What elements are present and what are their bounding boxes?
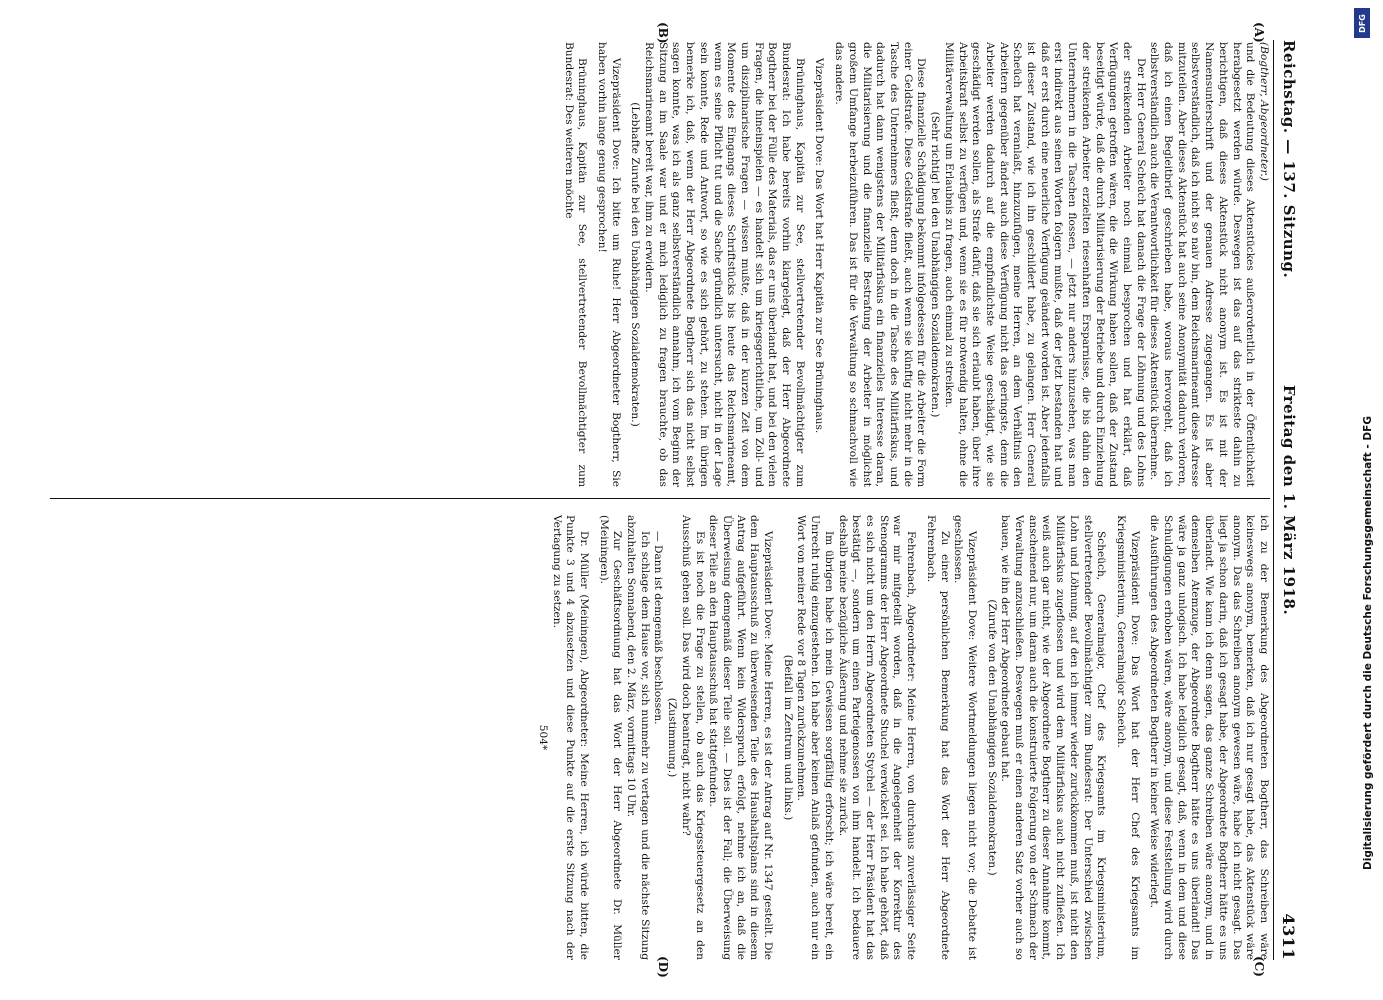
paragraph: (Lebhafte Zurufe bei den Unabhängigen Sozialdemokraten.) <box>629 102 642 427</box>
page-header <box>1273 40 1302 960</box>
paragraph: Fehrenbach, Abgeordneter: Meine Herren, von durchaus zuverlässiger Seite war mir mitgeteilt worden, daß in die Angelegenheit der Korrektur des Stenogramms der Herr Abgeordnete Stuchel verwickelt sei. Ich habe gehört, daß es sich nicht um den Herrn Abgeordneten Stychel — der Herr Präsident hat das bestätigt —, sondern um einen Parteigenossen von ihm handelt. Ich bedauere deshalb meine bezügliche Äußerung und nehme sie zurück. <box>836 515 918 960</box>
margin-marker-c: (C) <box>1252 956 1266 977</box>
newspaper-page <box>40 20 1310 980</box>
paragraph: Zur Geschäftsordnung hat das Wort der Herr Abgeordnete Dr. Müller (Meiningen). <box>597 515 624 960</box>
paragraph: Brüninghaus, Kapitän zur See, stellvertretender Bevollmächtigter zum Bundesrat: Ich habe bereits vorhin klargelegt, daß der Herr Abgeordnete Bogtherr bei der Fülle des Materials, das er uns überlandt hat, und bei den vielen Fragen, die hineinspielen — es handelt sich um kriegsgerichtliche, um Zoll- und um disziplinarische Fragen — wissen mußte, daß in der kurzen Zeit von dem Momente des Eingangs dieses Schriftstücks bis heute das Reichsmarineamt, wenn es seine Pflicht tut und die Sache gründlich untersucht, nicht in der Lage sein konnte, Rede und Antwort, so wie es sich gehört, zu stehen. Im übrigen bemerke ich, daß, wenn der Herr Abgeordnete Bogtherr sich das nicht selbst sagen konnte, was ich als ganz selbstverständlich annahm, ich vom Beginn der Sitzung an im Saale war und er mich lediglich zu fragen brauchte, ob das Reichsmarineamt bereit war, ihm zu erwidern. <box>643 42 806 487</box>
paragraph: Vizepräsident Dove: Weitere Wortmeldungen liegen nicht vor; die Debatte ist geschlossen. <box>952 515 978 960</box>
paragraph-gap <box>622 42 628 487</box>
paragraph: (Zustimmung.) <box>666 697 679 778</box>
paragraph: Der Herr General Scheüch hat danach die Frage der Löhnung und des Lohns der streikenden Arbeiter noch einmal besprochen und hat erklärt, daß Verfügungen getroffen wären, die die Wirkung haben sollen, daß der Zustand beseitigt würde, daß die durch Militarisierung der Betriebe und durch Einziehung der streikenden Arbeiter erzielten riesenhaften Ersparnisse, die bis dahin den Unternehmern in die Taschen flossen, — jetzt nur anders hinzusehen, was man erst indirekt aus seinen Worten folgern mußte, daß der jetzt bestanden hat und daß er erst durch eine neuerliche Verfügung geändert worden ist. Aber jedenfalls ist dieser Zustand, wie ich ihn geschildert habe, zu gelangen. Herr General Scheüch hat veranlaßt, hinzuzufügen, meine Herren, an dem Verhältnis den Arbeitern gegenüber ändert auch diese Verfügung nicht das geringste, denn die Arbeiter werden dadurch auf die empfindlichste Weise geschädigt, wie sie geschädigt werden sollen, als Strafe dafür, daß sie sich erlaubt haben, über ihre Arbeitskraft selbst zu verfügen und, wenn sie es für notwendig halten, ohne die Militärverwaltung um Erlaubnis zu fragen, auch einmal zu streiken. <box>942 42 1147 487</box>
paragraph: Im übrigen habe ich mein Gewissen sorgfältig erforscht; ich wäre bereit, ein Unrecht ruhig einzugestehen. Ich habe aber keinen Anlaß gefunden, auch nur ein Wort von meiner Rede vor 8 Tagen zurückzunehmen. <box>795 515 835 960</box>
header-date: Freitag den 1. März 1918. <box>1280 384 1298 616</box>
paragraph-gap <box>826 42 832 487</box>
column-divider <box>50 498 1270 499</box>
margin-marker-b: (B) <box>656 22 670 44</box>
dfg-logo: DFG <box>1354 8 1370 38</box>
margin-marker-a: (A) <box>1252 22 1266 43</box>
paragraph: Diese finanzielle Schädigung bekommt infolgedessen für die Arbeiter die Form einer Geldstrafe. Diese Geldstrafe fließt, auch wenn sie künftig nicht mehr in die Tasche des Unternehmers fließt, denn doch in die Tasche des Militärfiskus, und dadurch hat dann wenigstens der Militärfiskus ein finanzielles Interesse daran, die Militarisierung und die finanzielle Bestrafung der Arbeiter in möglichst großem Umfange herbeizuführen. Das ist für die Verwaltung so schmachvoll wie das andere. <box>833 42 928 487</box>
paragraph: und die Bedeutung dieses Aktenstückes außerordentlich in der Öffentlichkeit herabgesetzt werden würde. Deswegen ist das auf das strikteste dahin zu berichtigen, daß dieses Aktenstück nicht anonym ist. Es ist mit der Namensunterschrift und der genauen Adresse zugegangen. Es ist aber selbstverständlich, daß ich nicht so naiv bin, dem Reichsmarineamt diese Adresse mitzuteilen. Aber dieses Aktenstück hat auch seine Anonymität dadurch verloren, daß ich einen Begleitbrief geschrieben habe, woraus hervorgeht, daß ich selbstverständlich auch die Verantwortlichkeit für dieses Aktenstück übernehme. <box>1148 42 1257 487</box>
header-page-number: 4311 <box>1279 913 1299 961</box>
paragraph: (Zurufe von den Unabhängigen Sozialdemokraten.) <box>985 599 998 876</box>
paragraph: — Dann ist demgemäß beschlossen. <box>652 531 665 725</box>
paragraph: Zu einer persönlichen Bemerkung hat das Wort der Herr Abgeordnete Fehrenbach. <box>924 515 951 960</box>
paragraph: ich zu der Bemerkung des Abgeordneten Bogtherr, das Schreiben wäre keineswegs anonym, bemerken, daß ich nur gesagt habe, das Aktenstück wäre anonym. Das das Schreiben anonym gewesen wäre, habe ich nicht gesagt. Das liegt ja schon darin, daß ich gesagt habe, der Abgeordnete Bogtherr hätte es uns überlandt. Wie kann ich denn sagen, das ganze Schreiben wäre anonym, und in demselben Atemzuge, der Abgeordnete Bogtherr hätte es uns überlandt! Das wäre ja ganz unlogisch. Ich habe lediglich gesagt, daß, wenn in dem und diese Schuldigungen erhoben wären, wäre anonym, und diese Feststellung wird durch die Ausführungen des Abgeordneten Bogtherr in keiner Weise widerlegt. <box>1148 515 1270 960</box>
paragraph-gap <box>806 42 812 487</box>
paragraph: Vizepräsident Dove: Meine Herren, es ist der Antrag auf Nr. 1347 gestellt. Die dem Hauptausschuß zu überweisenden Teile des Haushaltsplans sind in diesem Antrag aufgeführt. Wenn kein Widerspruch erfolgt, nehme ich an, daß die Überweisung demgemäß dieser Teile soll. — Dies ist der Fall; die Überweisung dieser Teile an den Hauptausschuß hat stattgefunden. <box>707 515 775 960</box>
text-column-right <box>50 515 1270 960</box>
paragraph: (Bogtherr, Abgeordneter.) <box>1258 42 1270 181</box>
digitization-credit: Digitalisierung gefördert durch die Deutsche Forschungsgemeinschaft - DFG <box>1362 416 1374 870</box>
paragraph: Vizepräsident Dove: Das Wort hat der Herr Chef des Kriegsamts im Kriegsministerium, Generalmajor Scheüch. <box>1114 515 1141 960</box>
paragraph: Ich schlage dem Hause vor, sich nunmehr zu vertagen und die nächste Sitzung abzuhalten Sonnabend, den 2. März, vormittags 10 Uhr. <box>625 515 651 960</box>
paragraph: (Beifall im Zentrum und links.) <box>781 654 794 821</box>
paragraph: Vizepräsident Dove: Das Wort hat Herr Kapitän zur See Brüninghaus. <box>813 58 826 434</box>
paragraph: Dr. Müller (Meiningen), Abgeordneter: Meine Herren, ich würde bitten, die Punkte 3 und 4 abzusetzen und diese Punkte auf die erste Sitzung nach der Vertagung zu setzen. <box>550 515 590 960</box>
header-session: Reichstag. — 137. Sitzung. <box>1280 40 1298 279</box>
paragraph: Es ist noch die Frage zu stellen, ob auch das Kriegssteuergesetz an den Ausschuß gehen soll. Das wird doch beantragt, nicht wahr? <box>679 515 706 960</box>
paragraph: 504* <box>536 724 549 751</box>
paragraph: (Sehr richtig! bei den Unabhängigen Sozialdemokraten.) <box>929 111 942 418</box>
paragraph: Scheüch, Generalmajor, Chef des Kriegsamts im Kriegsministerium, stellvertretender Bevollmächtigter zum Bundesrat: Der Unterschied zwischen Lohn und Löhnung, auf den ich immer wieder zurückkommen muß, ist nicht den Militärfiskus zugeflossen und wird dem Militärfiskus auch nicht zufließen. Ich weiß auch gar nicht, wie der Abgeordnete Bogtherr zu dieser Annahme kommt, anscheinend nur, um daran auch die konstruierte Folgerung von der Schmach der Verwaltung anzuschließen. Deswegen muß er einen anderen Satz vorher auch so bauen, wie ihn der Herr Abgeordnete gebaut hat. <box>999 515 1108 960</box>
text-column-left <box>50 42 1270 487</box>
margin-marker-d: (D) <box>656 956 670 978</box>
paragraph: Brüninghaus, Kapitän zur See, stellvertretender Bevollmächtigter zum Bundesrat: Des weiteren möchte <box>562 42 589 487</box>
paragraph: Vizepräsident Dove: Ich bitte um Ruhe! Herr Abgeordneter Bogtherr, Sie haben vorhin lange genug gesprochen! <box>595 42 622 487</box>
